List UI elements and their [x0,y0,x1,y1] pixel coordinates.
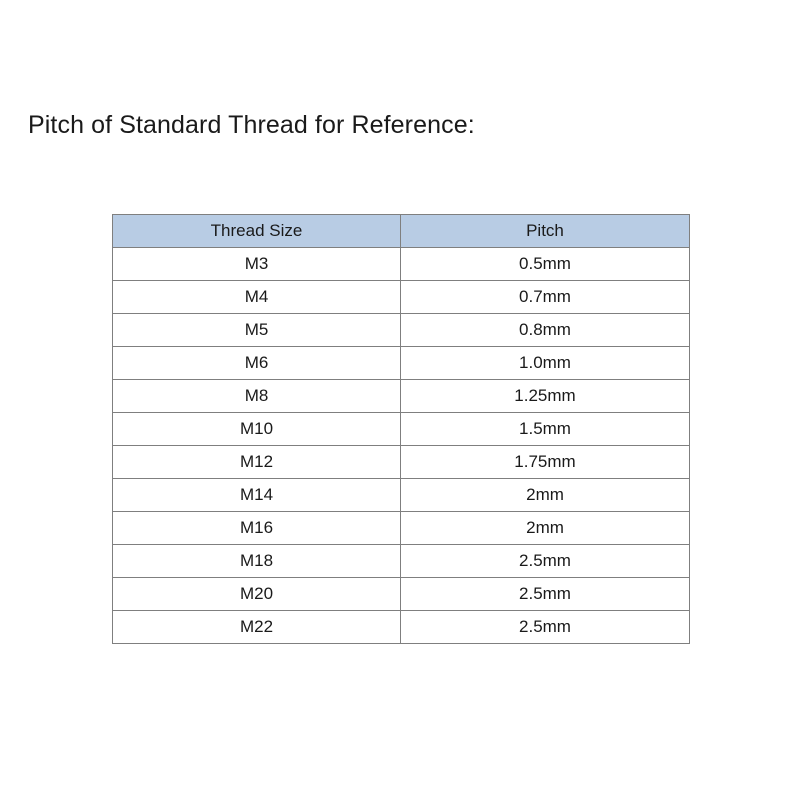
pitch-cell: 1.75mm [401,446,690,479]
thread-size-cell: M22 [113,611,401,644]
pitch-cell: 2.5mm [401,611,690,644]
pitch-cell: 0.5mm [401,248,690,281]
pitch-cell: 1.25mm [401,380,690,413]
pitch-cell: 1.5mm [401,413,690,446]
pitch-cell: 2.5mm [401,545,690,578]
thread-size-cell: M18 [113,545,401,578]
table-row [113,413,690,446]
thread-size-cell: M16 [113,512,401,545]
table-row [113,314,690,347]
table-row [113,545,690,578]
pitch-cell: 2mm [401,479,690,512]
thread-size-cell: M6 [113,347,401,380]
table-header-row [113,215,690,248]
table-row [113,578,690,611]
thread-size-cell: M8 [113,380,401,413]
pitch-cell: 1.0mm [401,347,690,380]
page-title: Pitch of Standard Thread for Reference: [28,111,475,139]
thread-size-cell: M20 [113,578,401,611]
thread-size-cell: M4 [113,281,401,314]
thread-size-cell: M10 [113,413,401,446]
thread-size-cell: M5 [113,314,401,347]
pitch-cell: 0.7mm [401,281,690,314]
table-row [113,512,690,545]
table-row [113,479,690,512]
table-row [113,446,690,479]
pitch-cell: 2mm [401,512,690,545]
table-row [113,248,690,281]
table-row [113,281,690,314]
column-header-pitch: Pitch [401,215,690,248]
table-row [113,380,690,413]
pitch-cell: 2.5mm [401,578,690,611]
pitch-cell: 0.8mm [401,314,690,347]
thread-size-cell: M12 [113,446,401,479]
column-header-thread-size: Thread Size [113,215,401,248]
thread-size-cell: M3 [113,248,401,281]
table-row [113,347,690,380]
thread-size-cell: M14 [113,479,401,512]
thread-pitch-table [112,214,690,644]
table-row [113,611,690,644]
